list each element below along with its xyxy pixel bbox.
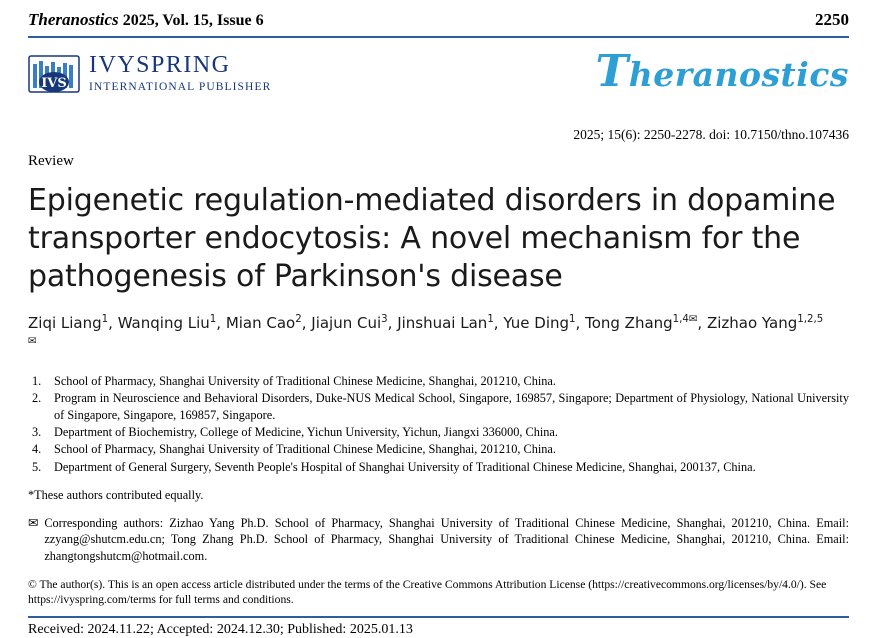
- author-list: Ziqi Liang$^1$, Wanqing Liu$^1$, Mian Cao$^2$, Jiajun Cui$^3$, Jinshuai Lan$^1$, Yue Ding$^1$, Tong Zhang$^{1,4✉}$, Zizhao Yang$^{1,2,5✉}$: [28, 314, 824, 348]
- journal-brand-name: [595, 46, 849, 97]
- ivyspring-logo-icon: [28, 52, 80, 96]
- author-name: Ziqi Liang: [28, 314, 102, 333]
- footer-divider: [28, 616, 849, 618]
- running-head-left: [28, 10, 264, 30]
- envelope-icon: ✉: [28, 515, 39, 530]
- author-affiliation-marker: 1: [487, 314, 494, 326]
- publisher-block: [28, 52, 271, 96]
- affiliation-item: [28, 373, 849, 389]
- affiliation-number: 1.: [32, 373, 42, 388]
- author-affiliation-marker: 1: [569, 314, 576, 326]
- affiliation-item: [28, 459, 849, 475]
- corresponding-authors: [28, 515, 849, 564]
- author-affiliation-marker: 2: [295, 314, 302, 326]
- journal-brand-initial: T: [595, 46, 629, 97]
- citation-line: 2025; 15(6): 2250-2278. doi: 10.7150/thno.107436: [573, 127, 849, 142]
- page-title: Epigenetic regulation-mediated disorders in dopamine transporter endocytosis: A novel mechanism for the pathogenesis of Parkinson's disease: [28, 183, 836, 294]
- header-divider: [28, 36, 849, 38]
- affiliation-item: [28, 441, 849, 457]
- author-name: Zizhao Yang: [706, 314, 798, 333]
- affiliation-text: School of Pharmacy, Shanghai University of Traditional Chinese Medicine, Shanghai, 201210, China.: [54, 442, 556, 457]
- affiliation-list: [28, 373, 849, 475]
- journal-brand-rest: heranostics: [628, 55, 849, 94]
- author-affiliation-marker: 1: [101, 314, 109, 326]
- publisher-name: IVYSPRING: [89, 52, 231, 78]
- author-name: Tong Zhang: [585, 314, 673, 333]
- author-name: Jinshuai Lan: [397, 314, 488, 333]
- affiliation-number: 5.: [32, 459, 42, 474]
- affiliation-item: [28, 390, 849, 423]
- affiliation-number: 3.: [32, 424, 42, 439]
- page-number: 2250: [815, 10, 849, 29]
- author-affiliation-marker: 1: [209, 314, 217, 326]
- running-head: [28, 0, 849, 30]
- author-affiliation-marker: 1,2,5✉: [28, 314, 824, 348]
- license-note: © The author(s). This is an open access article distributed under the terms of the Creative Commons Attribution License (https://creativecommons.org/licenses/by/4.0/). See https://ivyspring.com/terms for full terms and conditions.: [28, 577, 827, 607]
- author-affiliation-marker: 1,4✉: [672, 314, 698, 326]
- running-head-journal: Theranostics: [28, 10, 119, 29]
- corresponding-authors-text: Corresponding authors: Zizhao Yang Ph.D. School of Pharmacy, Shanghai University of Traditional Chinese Medicine, Shanghai, 201210, China. Email: zzyang@shutcm.edu.cn; Tong Zhang Ph.D. School of Pharmacy, Shanghai University of Traditional Chinese Medicine, Shanghai, 201210, China. Email: zhangtongshutcm@hotmail.com.: [44, 515, 849, 563]
- author-name: Jiajun Cui: [311, 314, 382, 333]
- svg-text:IVS: IVS: [41, 76, 67, 91]
- affiliation-item: [28, 424, 849, 440]
- affiliation-text: School of Pharmacy, Shanghai University of Traditional Chinese Medicine, Shanghai, 201210, China.: [54, 373, 556, 388]
- author-name: Yue Ding: [503, 314, 570, 333]
- affiliation-number: 4.: [32, 442, 42, 457]
- running-head-issue: 2025, Vol. 15, Issue 6: [122, 12, 264, 29]
- equal-contribution-note: *These authors contributed equally.: [28, 487, 204, 502]
- article-type: Review: [28, 153, 74, 169]
- affiliation-number: 2.: [32, 391, 42, 406]
- publisher-text: [89, 53, 271, 95]
- masthead: [28, 46, 849, 114]
- author-name: Wanqing Liu: [117, 314, 210, 333]
- publisher-subtitle: INTERNATIONAL PUBLISHER: [89, 81, 272, 94]
- author-name: Mian Cao: [225, 314, 296, 333]
- publication-dates: Received: 2024.11.22; Accepted: 2024.12.30; Published: 2025.01.13: [28, 621, 413, 637]
- affiliation-text: Department of Biochemistry, College of Medicine, Yichun University, Yichun, Jiangxi 336000, China.: [54, 424, 558, 439]
- journal-brand: [595, 46, 849, 97]
- author-affiliation-marker: 3: [381, 314, 388, 326]
- affiliation-text: Program in Neuroscience and Behavioral Disorders, Duke-NUS Medical School, Singapore, 169857, Singapore; Department of Physiology, National University of Singapore, Singapore, 169857, Singapore.: [54, 391, 849, 422]
- affiliation-text: Department of General Surgery, Seventh People's Hospital of Shanghai University of Traditional Chinese Medicine, Shanghai, 200137, China.: [54, 459, 756, 474]
